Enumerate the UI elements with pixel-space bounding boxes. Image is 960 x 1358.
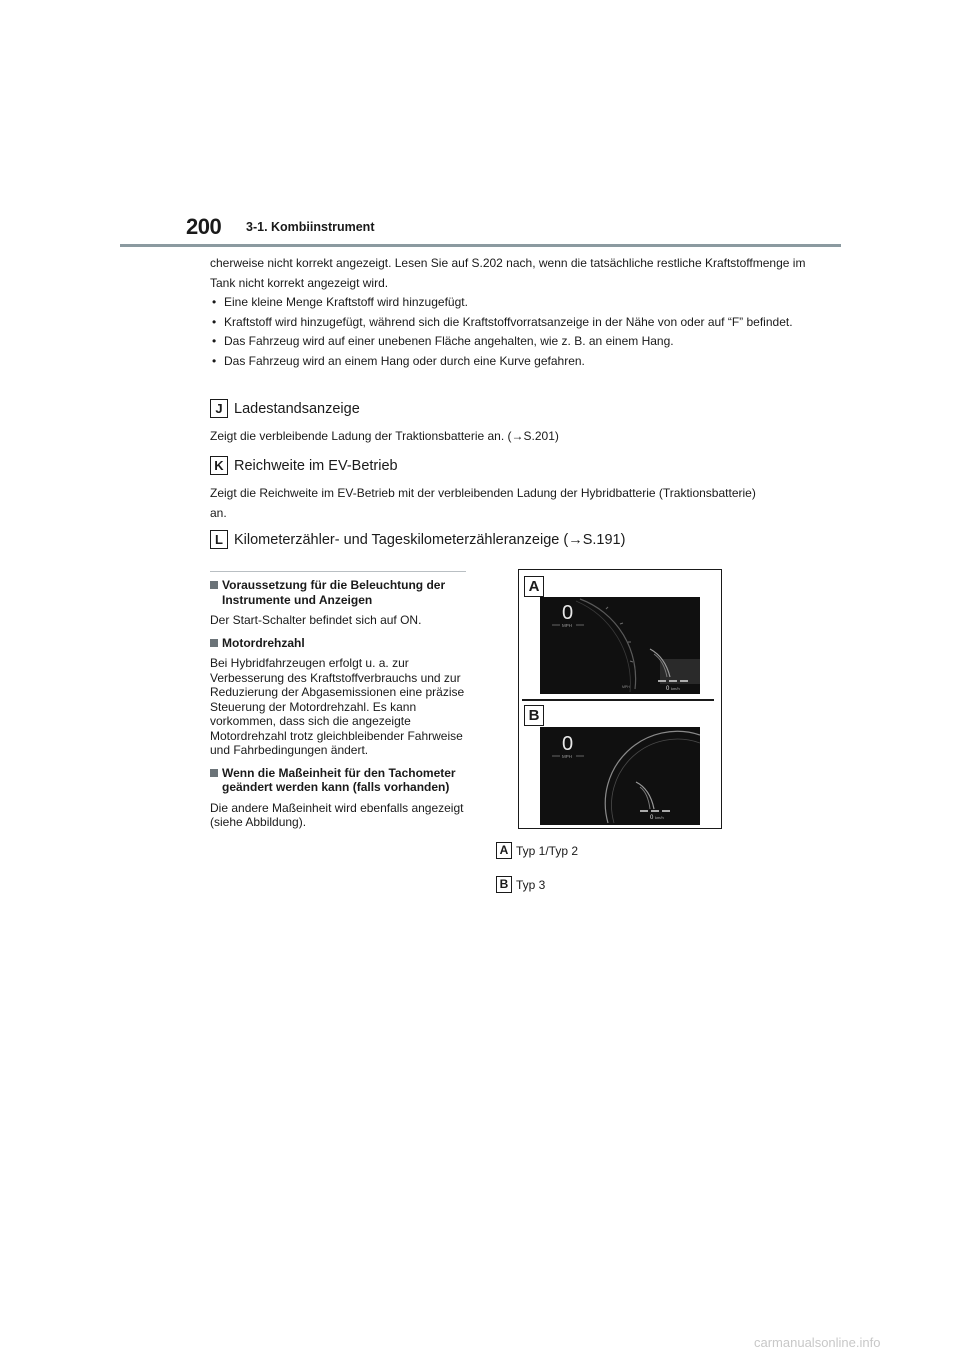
item-letter-j: J xyxy=(210,399,228,418)
item-title-k: Reichweite im EV-Betrieb xyxy=(234,457,398,474)
note-heading xyxy=(210,636,468,651)
item-desc-k: Zeigt die Reichweite im EV-Betrieb mit der verbleibenden Ladung der Hybridbatterie (Traktionsbatterie) an. xyxy=(210,486,756,520)
caption-text-a: Typ 1/Typ 2 xyxy=(516,843,579,858)
figure-divider xyxy=(522,699,714,701)
figure-label-a: A xyxy=(524,576,544,597)
note-body: Bei Hybridfahrzeugen erfolgt u. a. zur Verbesserung des Kraftstoffverbrauchs und zur Reduzierung der Abgasemissionen eine präzise Steuerung der Motordrehzahl. Es kann vorkommen, dass sich die angezeigte Motordrehzahl trotz gleichbleibender Fahrweise und Fahrbedingungen ändert. xyxy=(210,656,465,757)
unit-secondary-small-a: MPH xyxy=(622,685,630,689)
unit-primary-b: MPH xyxy=(562,754,572,759)
section-title: 3-1. Kombiinstrument xyxy=(246,220,375,234)
unit-secondary-b: km/h xyxy=(655,815,664,820)
bullet-item: • Eine kleine Menge Kraftstoff wird hinzugefügt. xyxy=(210,293,810,313)
square-bullet-icon xyxy=(210,581,218,589)
unit-secondary-a: km/h xyxy=(671,686,680,691)
speedometer-display-a xyxy=(540,597,700,694)
speed-value-a: 0 xyxy=(562,602,574,624)
note-heading xyxy=(210,578,468,607)
page-number: 200 xyxy=(186,214,222,239)
caption-letter-b: B xyxy=(496,876,512,893)
item-letter-l: L xyxy=(210,530,228,549)
item-k xyxy=(210,456,398,475)
square-bullet-icon xyxy=(210,639,218,647)
column-rule xyxy=(210,571,466,572)
speed-value-b: 0 xyxy=(562,733,574,755)
figure-label-b: B xyxy=(524,705,544,726)
unit-primary-a: MPH xyxy=(562,623,572,628)
note-body: Der Start-Schalter befindet sich auf ON. xyxy=(210,613,422,627)
note-body: Die andere Maßeinheit wird ebenfalls angezeigt (siehe Abbildung). xyxy=(210,800,464,829)
continuation-paragraph: cherweise nicht korrekt angezeigt. Lesen Sie auf S.202 nach, wenn die tatsächliche restliche Kraftstoffmenge im Tank nicht korrekt angezeigt wird. xyxy=(210,256,806,290)
item-j xyxy=(210,399,360,418)
note-heading-text: Voraussetzung für die Beleuchtung der Instrumente und Anzeigen xyxy=(222,578,446,607)
header-rule xyxy=(120,244,841,247)
note-heading-text: Motordrehzahl xyxy=(222,635,305,650)
speedometer-display-b xyxy=(540,727,700,825)
note-heading xyxy=(210,766,468,795)
bullet-item: • Das Fahrzeug wird auf einer unebenen Fläche angehalten, wie z. B. an einem Hang. xyxy=(210,332,810,352)
square-bullet-icon xyxy=(210,769,218,777)
notes-column xyxy=(210,578,468,838)
speed-secondary-value-a: 0 xyxy=(666,686,670,692)
bullet-item: • Kraftstoff wird hinzugefügt, während sich die Kraftstoffvorratsanzeige in der Nähe von oder auf “F” befindet. xyxy=(210,313,810,333)
intro-text xyxy=(210,254,810,371)
caption-b xyxy=(496,876,545,893)
bullet-item: • Das Fahrzeug wird an einem Hang oder durch eine Kurve gefahren. xyxy=(210,352,810,372)
item-desc-j: Zeigt die verbleibende Ladung der Traktionsbatterie an. (→S.201) xyxy=(210,429,559,443)
caption-letter-a: A xyxy=(496,842,512,859)
caption-a xyxy=(496,842,578,859)
item-letter-k: K xyxy=(210,456,228,475)
note-heading-text: Wenn die Maßeinheit für den Tachometer geändert werden kann (falls vorhanden) xyxy=(222,765,456,794)
speed-secondary-value-b: 0 xyxy=(650,815,654,821)
caption-text-b: Typ 3 xyxy=(516,877,546,892)
watermark: carmanualsonline.info xyxy=(754,1335,881,1350)
item-title-j: Ladestandsanzeige xyxy=(234,400,360,417)
item-title-l: Kilometerzähler- und Tageskilometerzähleranzeige (→S.191) xyxy=(234,531,626,548)
item-l xyxy=(210,530,625,549)
